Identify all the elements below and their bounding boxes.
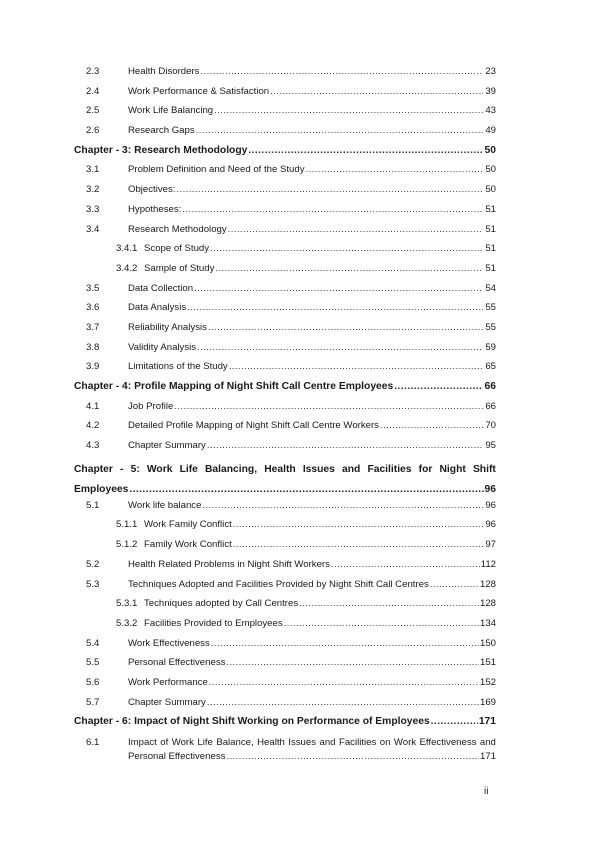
leader-dots [176,184,483,196]
toc-chapter-6[interactable] [74,716,496,736]
entry-number: 3.7 [86,321,100,333]
toc-entry[interactable] [74,440,496,460]
toc-subentry[interactable] [74,618,496,638]
entry-title: Work life balance [128,499,202,511]
leader-dots [226,657,479,669]
entry-title: Reliability Analysis [128,321,207,333]
entry-page: 96 [485,519,496,531]
toc-entry[interactable] [74,657,496,677]
leader-dots [207,697,479,709]
leader-dots [129,480,483,500]
entry-number: 2.4 [86,85,100,97]
toc-entry[interactable] [74,224,496,244]
toc-subentry[interactable] [74,539,496,559]
leader-dots [430,579,479,591]
entry-page: 95 [485,440,496,452]
entry-page: 51 [485,223,496,235]
leader-dots [208,322,483,334]
entry-title: Scope of Study [144,243,210,255]
entry-title: Work Performance [128,676,208,688]
leader-dots [380,420,483,432]
entry-page: 169 [479,696,496,708]
page-number: ii [484,786,489,797]
toc-subentry[interactable] [74,598,496,618]
entry-title: Limitations of the Study [128,361,228,373]
entry-number: 2.5 [86,105,100,117]
toc-entry[interactable] [74,579,496,599]
entry-page: 96 [485,499,496,511]
leader-dots [270,86,483,98]
leader-dots [331,559,480,571]
entry-number: 4.3 [86,440,100,452]
entry-title: Problem Definition and Need of the Study [128,164,305,176]
entry-page: 51 [485,203,496,215]
leader-dots [284,618,479,630]
entry-page: 50 [485,164,496,176]
entry-title: Detailed Profile Mapping of Night Shift Call Centre Workers [128,420,379,432]
entry-number: 5.5 [86,657,100,669]
toc-entry[interactable] [74,322,496,342]
entry-number: 5.1.2 [116,539,138,551]
entry-page: 66 [485,400,496,412]
entry-title: Research Gaps [128,125,195,137]
entry-number: 3.2 [86,184,100,196]
chapter-title-line2 [74,480,496,500]
entry-page: 43 [485,105,496,117]
entry-page: 49 [485,125,496,137]
entry-number: 2.3 [86,66,100,77]
entry-title-line2: Personal Effectiveness [128,751,226,762]
toc-entry[interactable] [74,677,496,697]
entry-title: Sample of Study [144,262,215,274]
leader-dots [226,750,479,764]
entry-title: Chapter Summary [128,696,206,708]
entry-page: 23 [485,66,496,77]
toc-chapter-4[interactable] [74,381,496,401]
entry-title: Work Performance & Satisfaction [128,85,270,97]
leader-dots [228,224,483,236]
entry-number: 3.6 [86,302,100,314]
entry-title: Validity Analysis [128,341,197,353]
entry-number: 5.4 [86,637,100,649]
chapter-page: 171 [478,716,496,728]
entry-title: Health Related Problems in Night Shift Workers [128,558,330,570]
leader-dots [182,204,483,216]
entry-number: 2.6 [86,125,100,137]
toc-entry[interactable] [74,86,496,106]
entry-number: 5.6 [86,676,100,688]
leader-dots [431,716,478,728]
toc-entry[interactable] [74,420,496,440]
entry-page: 65 [485,361,496,373]
table-of-contents [74,66,496,764]
chapter-title: Chapter - 4: Profile Mapping of Night Shift Call Centre Employees [74,381,394,392]
chapter-title-continued: Employees [74,483,129,495]
toc-chapter-5[interactable] [74,460,496,500]
entry-page: 128 [479,578,496,590]
toc-entry[interactable] [74,105,496,125]
toc-subentry[interactable] [74,519,496,539]
entry-number: 3.9 [86,361,100,373]
leader-dots [248,145,483,157]
entry-title: Work Life Balancing [128,105,214,117]
entry-page: 51 [485,243,496,255]
leader-dots [233,539,483,551]
entry-page: 59 [485,341,496,353]
entry-number: 5.1 [86,499,100,511]
entry-page: 112 [480,558,496,570]
toc-entry[interactable] [74,697,496,717]
leader-dots [215,263,483,275]
leader-dots [210,243,483,255]
entry-page: 51 [485,262,496,274]
leader-dots [202,500,483,512]
entry-number: 5.3.1 [116,598,138,610]
entry-title: Data Collection [128,282,194,294]
entry-title: Personal Effectiveness [128,657,226,669]
toc-entry-multiline[interactable] [74,736,496,764]
leader-dots [187,302,483,314]
entry-number: 4.1 [86,400,100,412]
toc-entry[interactable] [74,559,496,579]
entry-number: 6.1 [86,737,100,748]
entry-page: 70 [485,420,496,432]
entry-number: 3.8 [86,341,100,353]
entry-page: 171 [479,751,496,762]
toc-entry[interactable] [74,283,496,303]
toc-subentry[interactable] [74,263,496,283]
leader-dots [200,66,483,78]
entry-title: Family Work Conflict [144,539,232,551]
entry-page: 152 [479,676,496,688]
toc-entry[interactable] [74,66,496,86]
toc-entry[interactable] [74,500,496,520]
leader-dots [214,105,483,117]
entry-page: 97 [485,539,496,551]
entry-title-line1: Impact of Work Life Balance, Health Issues and Facilities on Work Effectiveness and [128,737,496,748]
entry-number: 5.3.2 [116,617,138,629]
toc-entry[interactable] [74,204,496,224]
chapter-page: 96 [484,483,496,495]
toc-entry[interactable] [74,184,496,204]
toc-entry[interactable] [74,342,496,362]
leader-dots [229,361,483,373]
chapter-title: Chapter - 6: Impact of Night Shift Working on Performance of Employees [74,716,430,728]
entry-page: 150 [479,637,496,649]
entry-number: 3.4.2 [116,262,138,274]
entry-number: 5.3 [86,578,100,590]
toc-entry[interactable] [74,361,496,381]
entry-number: 3.4 [86,223,100,235]
entry-title: Work Effectiveness [128,637,210,649]
entry-page: 128 [479,598,496,610]
entry-page: 55 [485,302,496,314]
entry-number: 3.4.1 [116,243,138,255]
entry-title: Facilities Provided to Employees [144,617,283,629]
toc-entry[interactable] [74,125,496,145]
entry-page: 134 [479,617,496,629]
toc-entry[interactable] [74,302,496,322]
toc-subentry[interactable] [74,243,496,263]
leader-dots [306,164,483,176]
leader-dots [233,519,483,531]
leader-dots [196,125,483,137]
chapter-page: 50 [484,144,496,156]
toc-chapter-3[interactable] [74,145,496,165]
entry-title: Work Family Conflict [144,519,232,531]
entry-number: 5.2 [86,558,100,570]
entry-title: Job Profile [128,400,174,412]
leader-dots [211,638,479,650]
entry-title: Chapter Summary [128,440,206,452]
entry-number: 3.1 [86,164,100,176]
entry-title: Health Disorders [128,66,200,77]
leader-dots [299,598,479,610]
entry-page: 39 [485,85,496,97]
leader-dots [207,440,483,452]
leader-dots [194,283,483,295]
entry-number: 3.5 [86,282,100,294]
entry-title: Hypotheses: [128,203,182,215]
leader-dots [209,677,479,689]
toc-entry[interactable] [74,638,496,658]
entry-number: 4.2 [86,420,100,432]
entry-page: 54 [485,282,496,294]
entry-number: 3.3 [86,203,100,215]
toc-entry[interactable] [74,401,496,421]
entry-title: Research Methodology [128,223,227,235]
entry-page: 55 [485,321,496,333]
leader-dots [174,401,483,413]
leader-dots [394,381,483,393]
entry-page: 50 [485,184,496,196]
chapter-page: 66 [484,381,496,392]
entry-title: Techniques Adopted and Facilities Provided by Night Shift Call Centres [128,578,429,590]
entry-title: Objectives: [128,184,176,196]
entry-page: 151 [479,657,496,669]
leader-dots [197,342,483,354]
entry-number: 5.1.1 [116,519,138,531]
toc-entry[interactable] [74,164,496,184]
chapter-title: Chapter - 3: Research Methodology [74,144,248,156]
entry-number: 5.7 [86,696,100,708]
entry-title: Techniques adopted by Call Centres [144,598,299,610]
chapter-title-line1: Chapter - 5: Work Life Balancing, Health Issues and Facilities for Night Shift [74,463,496,475]
entry-title: Data Analysis [128,302,187,314]
